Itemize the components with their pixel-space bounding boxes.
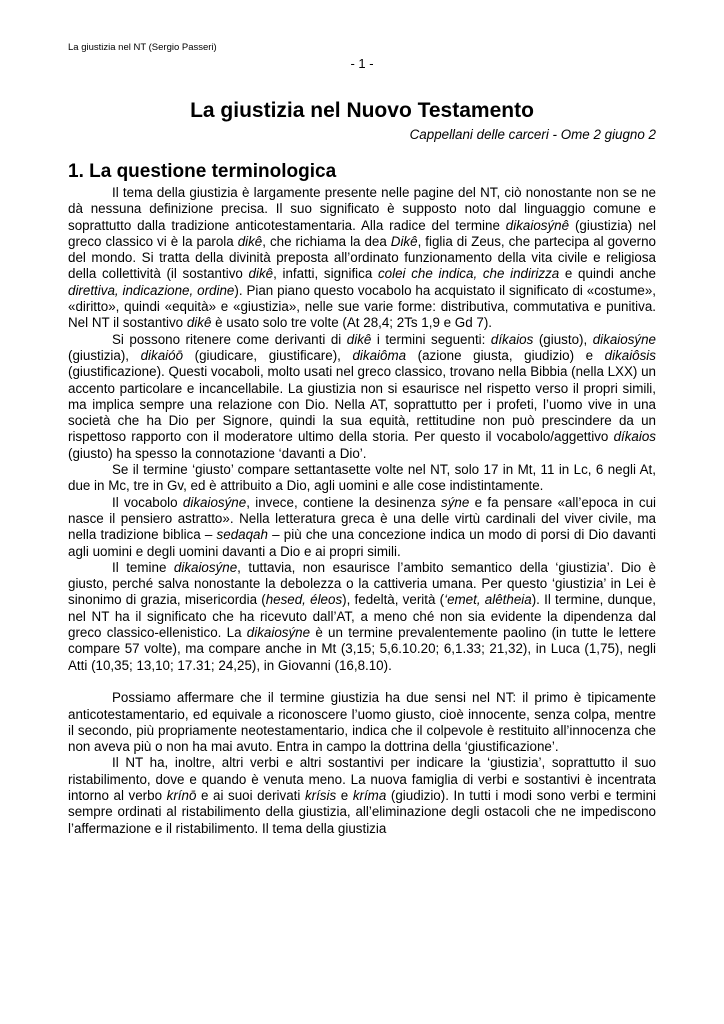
italic-term: colei che indica, che indirizza [377,266,560,282]
italic-term: dikê [186,315,212,331]
paragraph-3: Se il termine ‘giusto’ compare settantasette volte nel NT, solo 17 in Mt, 11 in Lc, 6 negli At, due in Mc, tre in Gv, ed è attribuito a Dio, agli uomini e alle cose indistintamente. [68,462,656,494]
paragraph-7: Il NT ha, inoltre, altri verbi e altri sostantivi per indicare la ‘giustizia’, soprattutto il suo ristabilimento, dove e quando è venuta meno. La nuova famiglia di verbi e sostantivi è incentrata intorno al verbo krínō e ai suoi derivati krísis e kríma (giudizio). In tutti i modi sono verbi e termini sempre ordinati al ristabilimento della giustizia, all’eliminazione degli ostacoli che ne impediscono l’affermazione e il ristabilimento. Il tema della giustizia [68,755,657,836]
italic-term: díkaios [613,429,656,445]
italic-term: dikaiôma [352,347,407,363]
italic-term: dikaiosýne [246,625,311,641]
italic-term: dikê [237,233,263,249]
document-title-text: La giustizia nel Nuovo Testamento [190,99,534,122]
italic-term: dikê [346,331,372,347]
italic-term: dikaiosýne [182,494,247,510]
italic-term: dikaióō [140,347,184,363]
italic-term: Dikê [390,233,418,249]
section-heading: 1. La questione terminologica [68,161,337,182]
italic-term: hesed, éleos [265,592,343,608]
document-subtitle: Cappellani delle carceri - Ome 2 giugno 2 [409,127,656,142]
italic-term: dikaiosýne [173,559,238,575]
paragraph-2: Si possono ritenere come derivanti di dikê i termini seguenti: díkaios (giusto), dikaiosýne (giustizia), dikaióō (giudicare, giustificare), dikaiôma (azione giusta, giudizio) e dikaiôsis (giustificazione). Questi vocaboli, molto usati nel greco classico, trovano nella Bibbia (nella LXX) un accento particolare e incancellabile. La giustizia non si esaurisce nel rispetto verso il propri simili, ma implica sempre una relazione con Dio. Nella AT, soprattutto per i profeti, l’uomo vive in una società che ha Dio per Signore, quindi la sua equità, rettitudine non può prescindere da un rispettoso rapporto con il moderatore ultimo della storia. Per questo il vocabolo/aggettivo díkaios (giusto) ha spesso la connotazione ‘davanti a Dio’. [68,331,656,461]
paragraph-1: Il tema della giustizia è largamente presente nelle pagine del NT, ciò nonostante non se ne dà nessuna definizione precisa. Il suo significato è supposto noto dal linguaggio comune e soprattutto dalla tradizione anticotestamentaria. Alla radice del termine dikaiosýnê (giustizia) nel greco classico vi è la parola dikê, che richiama la dea Dikê, figlia di Zeus, che partecipa al governo del mondo. Si tratta della divinità preposta all’ordinato funzionamento della vita civile e religiosa della collettività (il sostantivo dikê, infatti, significa colei che indica, che indirizza e quindi anche direttiva, indicazione, ordine). Pian piano questo vocabolo ha acquistato il significato di «costume», «diritto», quindi «equità» e «giustizia», nelle sue varie forme: distributiva, commutativa e punitiva. Nel NT il sostantivo dikê è usato solo tre volte (At 28,4; 2Ts 1,9 e Gd 7). [68,185,657,331]
italic-term: kríma [352,787,387,803]
page-number-text: - 1 - [350,56,374,71]
italic-term: sedaqah [216,527,268,543]
paragraph-5: Il temine dikaiosýne, tuttavia, non esaurisce l’ambito semantico della ‘giustizia’. Dio è giusto, perché salva nonostante la debolezza o la cattiveria umana. Per questo ‘giustizia’ in Lei è sinonimo di grazia, misericordia (hesed, éleos), fedeltà, verità (‘emet, alêtheia). Il termine, dunque, nel NT ha il significato che ha ricevuto dall’AT, a meno ché non sia evidente la dipendenza dal greco classico-ellenistico. La dikaiosýne è un termine prevalentemente paolino (in tutte le lettere compare 57 volte), ma compare anche in Mt (3,15; 5,6.10.20; 6,1.33; 21,32), in Luca (1,75), negli Atti (10,35; 13,10; 17.31; 24,25), in Giovanni (16,8.10). [68,559,656,673]
document-title [0,99,724,123]
italic-term: dikê [248,266,274,282]
page-number [0,56,724,71]
italic-term: ‘emet, alêtheia [444,592,532,608]
italic-term: díkaios [490,331,534,347]
italic-term: krísis [304,787,337,803]
italic-term: dikaiosýne [592,331,656,347]
paragraph-6: Possiamo affermare che il termine giustizia ha due sensi nel NT: il primo è tipicamente anticotestamentario, ed equivale a riconoscere l’uomo giusto, cioè innocente, senza colpa, mentre il secondo, più propriamente neotestamentario, indica che il colpevole è restituito all’innocenza che non aveva più o non ha mai avuto. Entra in campo la dottrina della ‘giustificazione’. [68,690,656,755]
running-header: La giustizia nel NT (Sergio Passeri) [68,42,217,53]
italic-term: krínō [166,787,197,803]
italic-term: direttiva, indicazione, ordine [68,282,235,298]
paragraph-4: Il vocabolo dikaiosýne, invece, contiene la desinenza sýne e fa pensare «all’epoca in cui nasce il pensiero astratto». Nella letteratura greca è una delle virtù cardinali del viver civile, ma nella tradizione biblica – sedaqah – più che una concezione indica un modo di porsi di Dio davanti agli uomini e degli uomini davanti a Dio e ai propri simili. [68,494,656,559]
italic-term: dikaiosýnê [505,217,570,233]
document-body [68,185,656,837]
italic-term: dikaiôsis [604,347,656,363]
italic-term: sýne [441,494,470,510]
